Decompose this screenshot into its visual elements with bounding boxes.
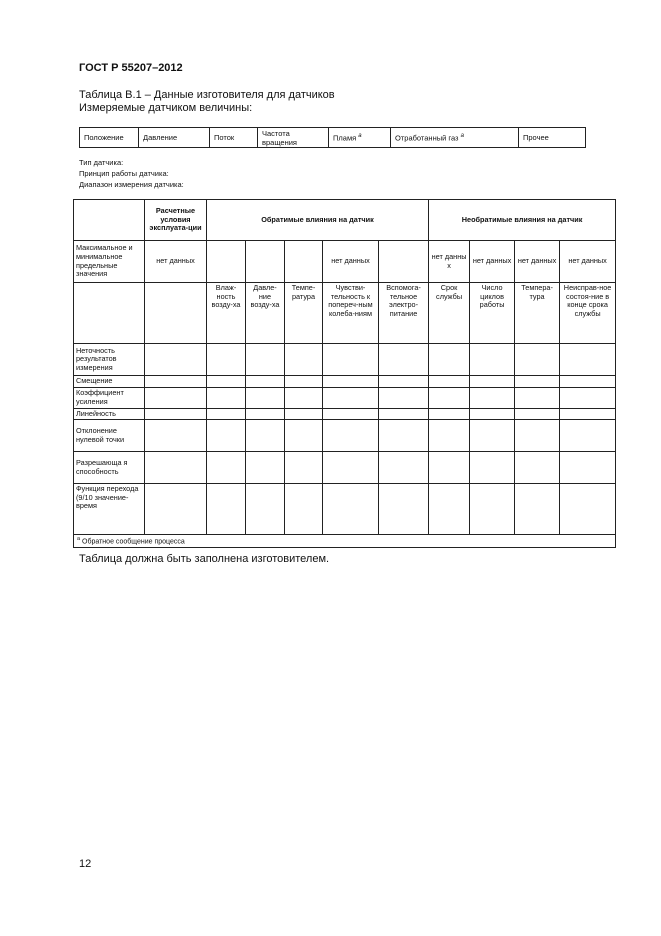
- footnote-mark: a: [77, 536, 81, 543]
- standard-number: ГОСТ Р 55207–2012: [79, 62, 183, 74]
- subheader-cell: Срок службы: [429, 283, 470, 344]
- footnote-text: Обратное сообщение процесса: [82, 538, 185, 546]
- quantity-cell: Частота вращения: [258, 128, 329, 148]
- table-row: [74, 376, 616, 388]
- sensor-principle-label: Принцип работы датчика:: [79, 169, 169, 178]
- row-label: Коэффициент усиления: [74, 387, 145, 408]
- footnote-mark: a: [358, 133, 362, 140]
- row-label: Смещение: [74, 376, 145, 388]
- table-row: [74, 344, 616, 376]
- quantity-label: Отработанный газ: [395, 133, 459, 143]
- subheader-cell: Неисправ-ное состоя-ние в конце срока службы: [560, 283, 616, 344]
- footnote-mark: a: [460, 133, 464, 140]
- table-cell: нет данных: [470, 241, 515, 283]
- subheader-cell: Давле-ние возду-ха: [246, 283, 285, 344]
- sensor-range-label: Диапазон измерения датчика:: [79, 180, 184, 189]
- table-cell: [379, 241, 429, 283]
- quantity-cell: [391, 128, 519, 148]
- quantity-cell: [329, 128, 391, 148]
- table-row: [74, 387, 616, 408]
- header-reversible: Обратимые влияния на датчик: [207, 200, 429, 241]
- row-label: Функция перехода (9/10 значение-время: [74, 484, 145, 535]
- header-irreversible: Необратимые влияния на датчик: [429, 200, 616, 241]
- subheader-cell: Вспомога-тельное электро-питание: [379, 283, 429, 344]
- page-number: 12: [79, 858, 92, 870]
- quantity-cell: Прочее: [519, 128, 586, 148]
- quantity-cell: Давление: [139, 128, 210, 148]
- row-label-minmax: Максимальное и минимальное предельные значения: [74, 241, 145, 283]
- table-caption: Таблица В.1 – Данные изготовителя для датчиков: [79, 89, 335, 101]
- subheader-cell: Темпера-тура: [515, 283, 560, 344]
- quantity-cell: Положение: [80, 128, 139, 148]
- table-row: [74, 408, 616, 420]
- measured-quantities-table: [79, 127, 586, 148]
- row-label: Неточность результатов измерения: [74, 344, 145, 376]
- table-footnote: [74, 535, 616, 548]
- table-cell: [207, 241, 246, 283]
- table-row: [74, 452, 616, 484]
- table-cell: [145, 283, 207, 344]
- manufacturer-data-table: [73, 199, 616, 548]
- table-cell: нет данных: [560, 241, 616, 283]
- table-subcaption: Измеряемые датчиком величины:: [79, 102, 253, 114]
- row-label: Разрешающа я способность: [74, 452, 145, 484]
- quantity-cell: Поток: [210, 128, 258, 148]
- row-label: Линейность: [74, 408, 145, 420]
- table-cell: нет данных: [145, 241, 207, 283]
- table-cell: нет данны х: [429, 241, 470, 283]
- fill-note: Таблица должна быть заполнена изготовителем.: [79, 553, 330, 565]
- header-calc-conditions: Расчетные условия эксплуата-ции: [145, 200, 207, 241]
- table-cell: нет данных: [515, 241, 560, 283]
- corner-cell: [74, 200, 145, 241]
- subheader-cell: Число циклов работы: [470, 283, 515, 344]
- table-row: [74, 420, 616, 452]
- sensor-type-label: Тип датчика:: [79, 158, 124, 167]
- subheader-cell: Влаж-ность возду-ха: [207, 283, 246, 344]
- table-cell: [74, 283, 145, 344]
- quantity-label: Пламя: [333, 133, 357, 143]
- table-cell: нет данных: [323, 241, 379, 283]
- table-cell: [285, 241, 323, 283]
- subheader-cell: Чувстви-тельность к попереч-ным колеба-ниям: [323, 283, 379, 344]
- subheader-cell: Темпе-ратура: [285, 283, 323, 344]
- table-row: [74, 484, 616, 535]
- table-cell: [246, 241, 285, 283]
- row-label: Отклонение нулевой точки: [74, 420, 145, 452]
